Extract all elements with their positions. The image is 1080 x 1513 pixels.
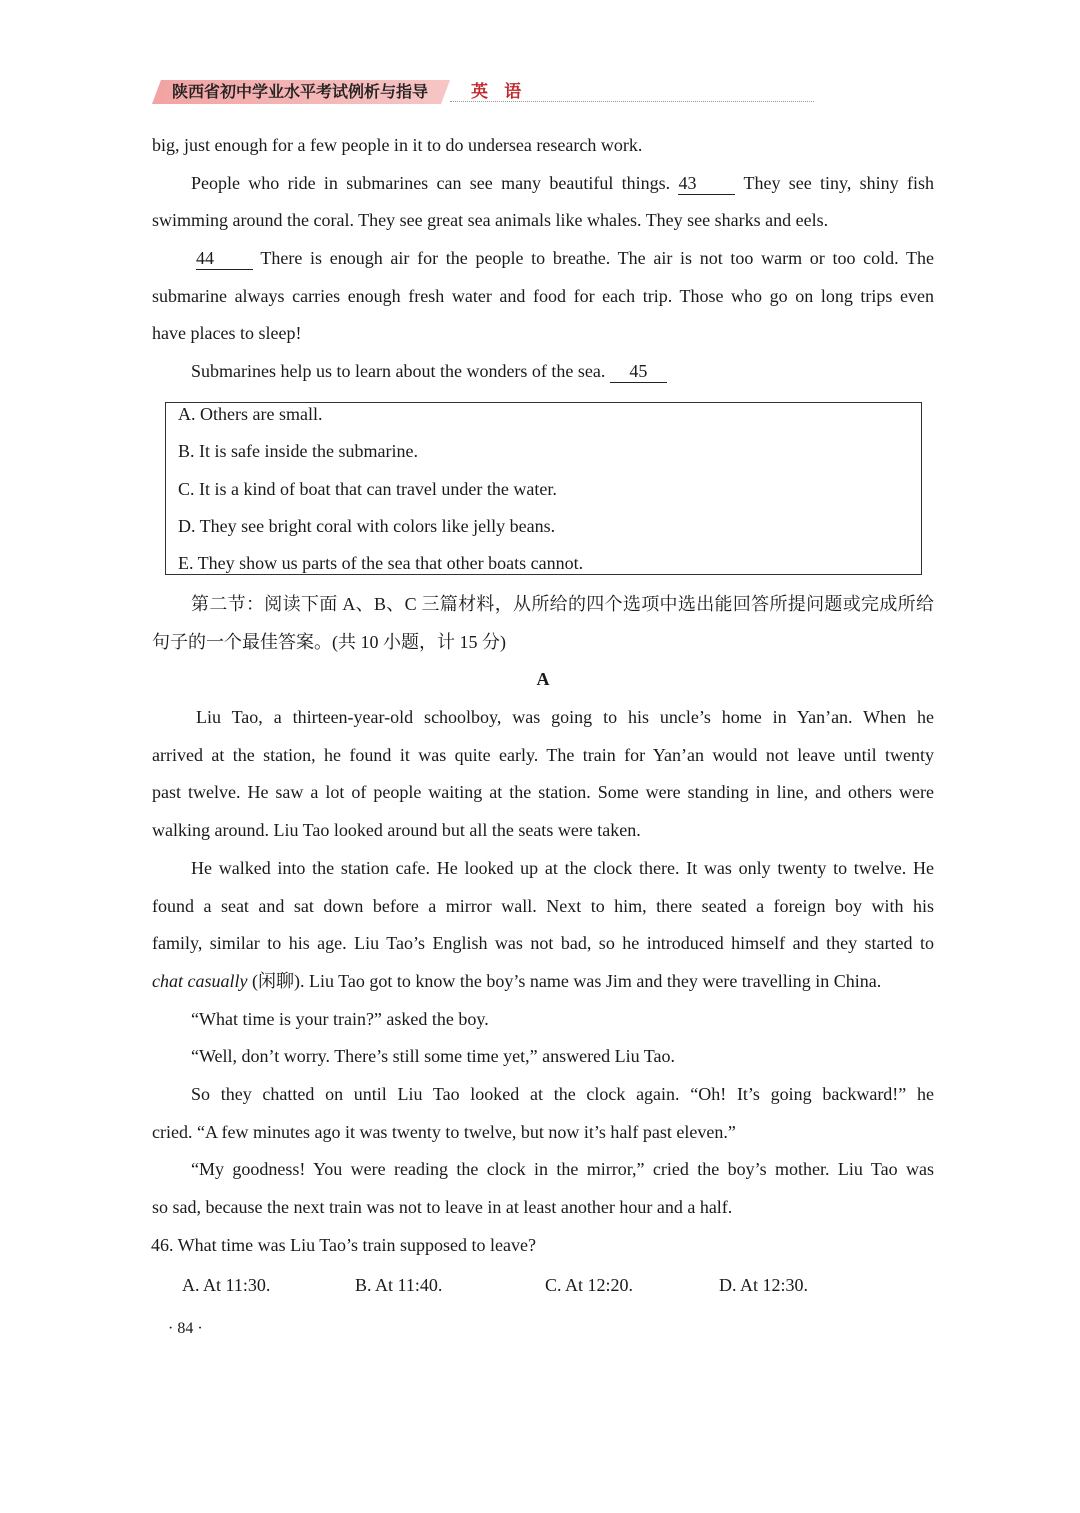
text-line: So they chatted on until Liu Tao looked at the clock again. “Oh! It’s going backward!” he [191, 1083, 934, 1104]
italic-term: chat casually [152, 970, 248, 991]
section-2 [152, 586, 934, 1264]
question-46-options [182, 1266, 882, 1304]
option-b: B. It is safe inside the submarine. [178, 441, 418, 462]
passage-heading: A [536, 669, 550, 690]
option-d: D. They see bright coral with colors like jelly beans. [178, 515, 556, 536]
question-stem: 46. What time was Liu Tao’s train supposed to leave? [151, 1234, 536, 1255]
text-line: “My goodness! You were reading the clock in the mirror,” cried the boy’s mother. Liu Tao was [191, 1159, 934, 1180]
page-number: · 84 · [168, 1320, 203, 1337]
text-line [152, 165, 934, 203]
subject-label: 英 语 [471, 82, 528, 101]
text-line: swimming around the coral. They see great sea animals like whales. They see sharks and eels. [152, 210, 829, 231]
text-line: walking around. Liu Tao looked around but all the seats were taken. [152, 820, 641, 841]
text-line: family, similar to his age. Liu Tao’s English was not bad, so he introduced himself and they started to [152, 933, 934, 954]
text-line: Liu Tao, a thirteen-year-old schoolboy, was going to his uncle’s home in Yan’an. When he [196, 707, 934, 728]
text-segment: Submarines help us to learn about the wonders of the sea. [191, 361, 606, 382]
option-e: E. They show us parts of the sea that other boats cannot. [178, 553, 584, 574]
text-segment: People who ride in submarines can see many beautiful things. [191, 172, 671, 193]
text-line: past twelve. He saw a lot of people waiting at the station. Some were standing in line, and others were [152, 782, 934, 803]
header-rule [450, 101, 814, 102]
passage-submarine [152, 127, 934, 391]
instructions-line: 句子的一个最佳答案。(共 10 小题，计 15 分) [152, 631, 506, 652]
answer-b: B. At 11:40. [355, 1275, 443, 1295]
text-segment: . Liu Tao got to know the boy’s name was Jim and they were travelling in China. [299, 970, 882, 991]
answer-c: C. At 12:20. [545, 1275, 634, 1295]
text-line [152, 353, 934, 391]
book-title: 陕西省初中学业水平考试例析与指导 [172, 82, 429, 101]
instructions-line: 第二节：阅读下面 A、B、C 三篇材料，从所给的四个选项中选出能回答所提问题或完成所给 [191, 594, 934, 614]
text-line: arrived at the station, he found it was quite early. The train for Yan’an would not leave until twenty [152, 744, 934, 765]
text-line [152, 240, 934, 278]
option-c: C. It is a kind of boat that can travel under the water. [178, 478, 557, 499]
options-box [165, 402, 922, 575]
text-line: He walked into the station cafe. He looked up at the clock there. It was only twenty to twelve. He [191, 857, 934, 878]
answer-d: D. At 12:30. [719, 1275, 809, 1295]
answer-a: A. At 11:30. [182, 1275, 271, 1295]
blank-44: 44 [196, 247, 253, 270]
text-line: cried. “A few minutes ago it was twenty to twelve, but now it’s half past eleven.” [152, 1121, 736, 1142]
text-line: big, just enough for a few people in it to do undersea research work. [152, 135, 643, 155]
text-line: found a seat and sat down before a mirror wall. Next to him, there seated a foreign boy with his [152, 895, 934, 916]
blank-43: 43 [678, 172, 735, 195]
text-line: “What time is your train?” asked the boy. [191, 1008, 489, 1029]
option-a: A. Others are small. [178, 404, 323, 424]
text-line: so sad, because the next train was not to leave in at least another hour and a half. [152, 1197, 733, 1217]
gloss: (闲聊) [251, 970, 300, 991]
text-line [152, 963, 934, 1001]
text-line: have places to sleep! [152, 323, 302, 344]
blank-45: 45 [610, 360, 667, 383]
text-segment: They see tiny, shiny fish [743, 172, 934, 193]
text-line: “Well, don’t worry. There’s still some time yet,” answered Liu Tao. [191, 1046, 676, 1067]
text-line: submarine always carries enough fresh water and food for each trip. Those who go on long trips even [152, 285, 934, 306]
text-segment: There is enough air for the people to breathe. The air is not too warm or too cold. The [260, 248, 934, 269]
